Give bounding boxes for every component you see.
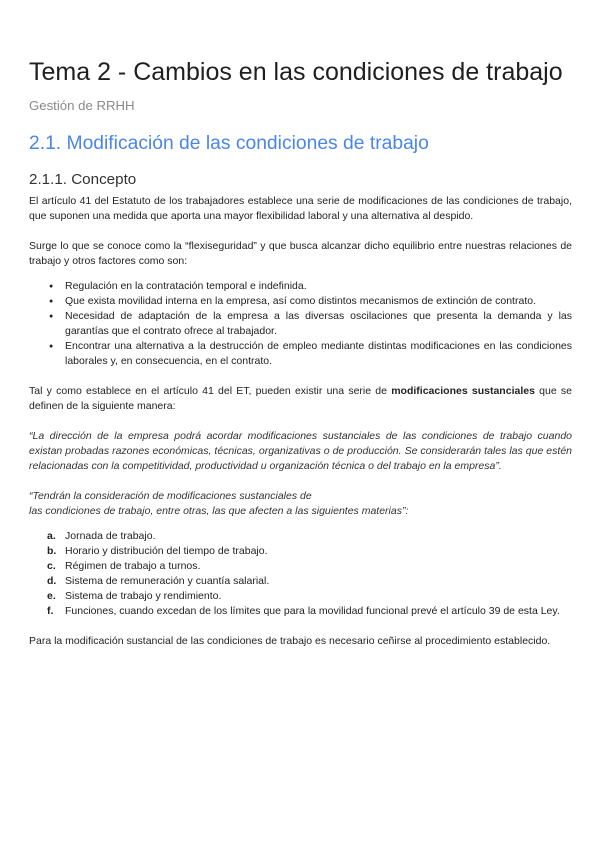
- quote-line: las condiciones de trabajo, entre otras, las que afecten a las siguientes materias”:: [29, 505, 409, 517]
- quote-materias: [29, 489, 572, 519]
- document-page: [29, 57, 572, 649]
- list-letter: e.: [47, 590, 56, 602]
- paragraph-modificaciones: [29, 384, 572, 414]
- list-item: ● Que exista movilidad interna en la empresa, así como distintos mecanismos de extinción de contrato.: [29, 294, 572, 309]
- list-text: Sistema de remuneración y cuantía salarial.: [65, 575, 270, 587]
- list-letter: b.: [47, 545, 57, 557]
- list-letter: f.: [47, 605, 54, 617]
- materias-list: [29, 529, 572, 619]
- paragraph-flexiseguridad: Surge lo que se conoce como la “flexiseguridad” y que busca alcanzar dicho equilibrio entre nuestras relaciones de trabajo y otros factores como son:: [29, 240, 572, 267]
- list-text: Jornada de trabajo.: [65, 530, 156, 542]
- list-item: [29, 604, 572, 619]
- list-letter: a.: [47, 530, 56, 542]
- list-letter: d.: [47, 575, 57, 587]
- list-text: Régimen de trabajo a turnos.: [65, 560, 201, 572]
- list-item: ● Encontrar una alternativa a la destrucción de empleo mediante distintas modificaciones en las condiciones laborales y, en consecuencia, en el contrato.: [29, 339, 572, 369]
- list-text: Sistema de trabajo y rendimiento.: [65, 590, 222, 602]
- list-item: [29, 559, 572, 574]
- list-item: [29, 574, 572, 589]
- paragraph-text: que se definen de la siguiente manera:: [29, 385, 572, 412]
- quote-line: “Tendrán la consideración de modificaciones sustanciales de: [29, 490, 312, 502]
- factors-list: [29, 279, 572, 369]
- list-letter: c.: [47, 560, 56, 572]
- section-heading: 2.1. Modificación de las condiciones de trabajo: [29, 133, 429, 154]
- paragraph-intro: El artículo 41 del Estatuto de los trabajadores establece una serie de modificaciones de las condiciones de trabajo, que suponen una medida que aporta una mayor flexibilidad laboral y una alternativa al despido.: [29, 195, 572, 222]
- paragraph-final: Para la modificación sustancial de las condiciones de trabajo es necesario ceñirse al procedimiento establecido.: [29, 635, 551, 647]
- bold-term: modificaciones sustanciales: [391, 385, 535, 397]
- list-item: [29, 589, 572, 604]
- list-text: Horario y distribución del tiempo de trabajo.: [65, 545, 268, 557]
- quote-article-41: “La dirección de la empresa podrá acordar modificaciones sustanciales de las condiciones de trabajo cuando existan probadas razones económicas, técnicas, organizativas o de producción. Se considerarán tales las que estén relacionadas con la competitividad, productividad u organización técnica o del trabajo en la empresa”.: [29, 430, 572, 472]
- list-item: ● Necesidad de adaptación de la empresa a las diversas oscilaciones que presenta la demanda y las garantías que el contrato ofrece al trabajador.: [29, 309, 572, 339]
- list-item: [29, 529, 572, 544]
- paragraph-text: Tal y como establece en el artículo 41 del ET, pueden existir una serie de: [29, 385, 392, 397]
- document-subtitle: Gestión de RRHH: [29, 98, 135, 113]
- subsection-heading: 2.1.1. Concepto: [29, 171, 137, 188]
- document-title: Tema 2 - Cambios en las condiciones de trabajo: [29, 58, 563, 86]
- list-item: ● Regulación en la contratación temporal e indefinida.: [29, 279, 572, 294]
- list-text: Funciones, cuando excedan de los límites que para la movilidad funcional prevé el artículo 39 de esta Ley.: [65, 605, 560, 617]
- list-item: [29, 544, 572, 559]
